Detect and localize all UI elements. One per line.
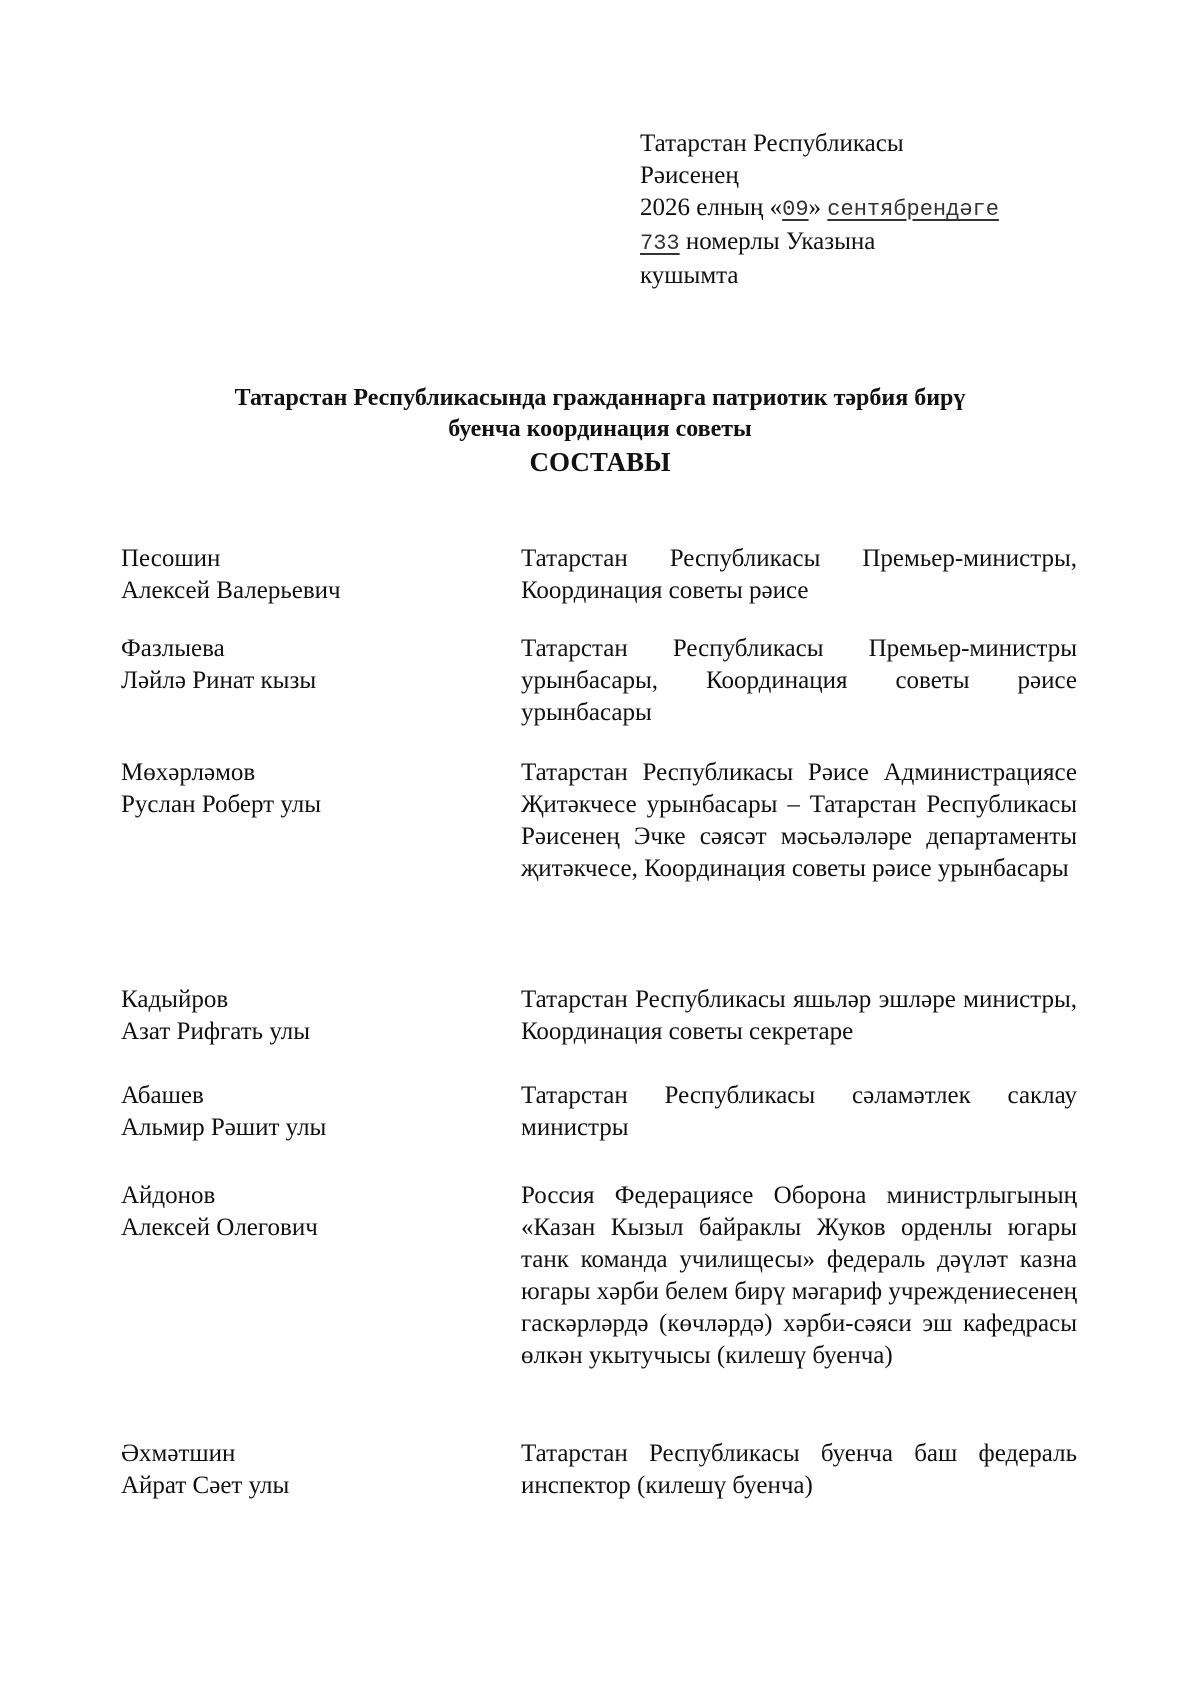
- member-surname: Песошин: [121, 545, 221, 572]
- document-title: [100, 383, 1100, 479]
- member-role: Татарстан Республикасы сәламәтлек саклау министры: [521, 1082, 1077, 1141]
- member-role: Татарстан Республикасы Премьер-министры, Координация советы рәисе: [521, 545, 1077, 604]
- header-line-5: кушымта: [640, 262, 739, 289]
- member-surname: Әхмәтшин: [121, 1440, 236, 1467]
- member-row: [121, 1080, 1077, 1180]
- member-surname: Мөхәрләмов: [121, 759, 256, 786]
- member-surname: Кадыйров: [121, 986, 229, 1013]
- header-quote-close: »: [808, 194, 822, 221]
- member-surname: Абашев: [121, 1082, 204, 1109]
- member-row: [121, 633, 1077, 757]
- member-name: [121, 1438, 521, 1508]
- member-role: Россия Федерациясе Оборона министрлыгының «Казан Кызыл байраклы Жуков орденлы югары танк команда училищесы» федераль дәүләт казна югары хәрби белем бирү мәгариф учреждениесенең гаскәрләрдә (көчләрдә) хәрби-сәяси эш кафедрасы өлкән укытучысы (килешү буенча): [521, 1182, 1077, 1369]
- header-month: сентябрендәге: [827, 197, 999, 222]
- member-row: [121, 543, 1077, 633]
- member-row: [121, 1180, 1077, 1438]
- members-list: [121, 543, 1077, 1508]
- header-date-line: [640, 192, 999, 226]
- member-name: [121, 757, 521, 984]
- member-role: Татарстан Республикасы Рәисе Администрациясе Җитәкчесе урынбасары – Татарстан Республикасы Рәисенең Эчке сәясәт мәсьәләләре департаменты җитәкчесе, Координация советы рәисе урынбасары: [521, 759, 1077, 882]
- member-given-name: Альмир Рәшит улы: [121, 1114, 327, 1141]
- header-line-1: Татарстан Республикасы: [640, 130, 904, 157]
- header-number: 733: [640, 231, 680, 256]
- member-role: Татарстан Республикасы буенча баш федераль инспектор (килешү буенча): [521, 1440, 1077, 1499]
- member-name: [121, 633, 521, 757]
- header-day: 09: [782, 197, 809, 222]
- member-surname: Фазлыева: [121, 635, 225, 662]
- title-line-1: Татарстан Республикасында гражданнарга патриотик тәрбия бирү: [234, 385, 966, 411]
- member-role: Татарстан Республикасы Премьер-министры урынбасары, Координация советы рәисе урынбасары: [521, 635, 1077, 726]
- member-given-name: Айрат Сәет улы: [121, 1472, 290, 1499]
- header-number-suffix: номерлы Указына: [685, 228, 876, 255]
- title-line-2: буенча координация советы: [448, 416, 752, 442]
- member-name: [121, 1080, 521, 1180]
- member-given-name: Алексей Олегович: [121, 1214, 318, 1241]
- member-name: [121, 543, 521, 633]
- header-line-2: Рәисенең: [640, 162, 739, 189]
- appendix-header: [640, 128, 999, 292]
- member-name: [121, 984, 521, 1080]
- member-role: Татарстан Республикасы яшьләр эшләре министры, Координация советы секретаре: [521, 986, 1077, 1045]
- member-row: [121, 984, 1077, 1080]
- member-given-name: Алексей Валерьевич: [121, 577, 341, 604]
- member-surname: Айдонов: [121, 1182, 216, 1209]
- title-line-3: СОСТАВЫ: [529, 447, 671, 477]
- member-given-name: Ләйлә Ринат кызы: [121, 667, 317, 694]
- member-given-name: Азат Рифгать улы: [121, 1018, 310, 1045]
- member-row: [121, 1438, 1077, 1508]
- header-number-line: [640, 226, 999, 260]
- header-year-prefix: 2026 елның «: [640, 194, 783, 221]
- member-given-name: Руслан Роберт улы: [121, 791, 321, 818]
- member-row: [121, 757, 1077, 984]
- member-name: [121, 1180, 521, 1438]
